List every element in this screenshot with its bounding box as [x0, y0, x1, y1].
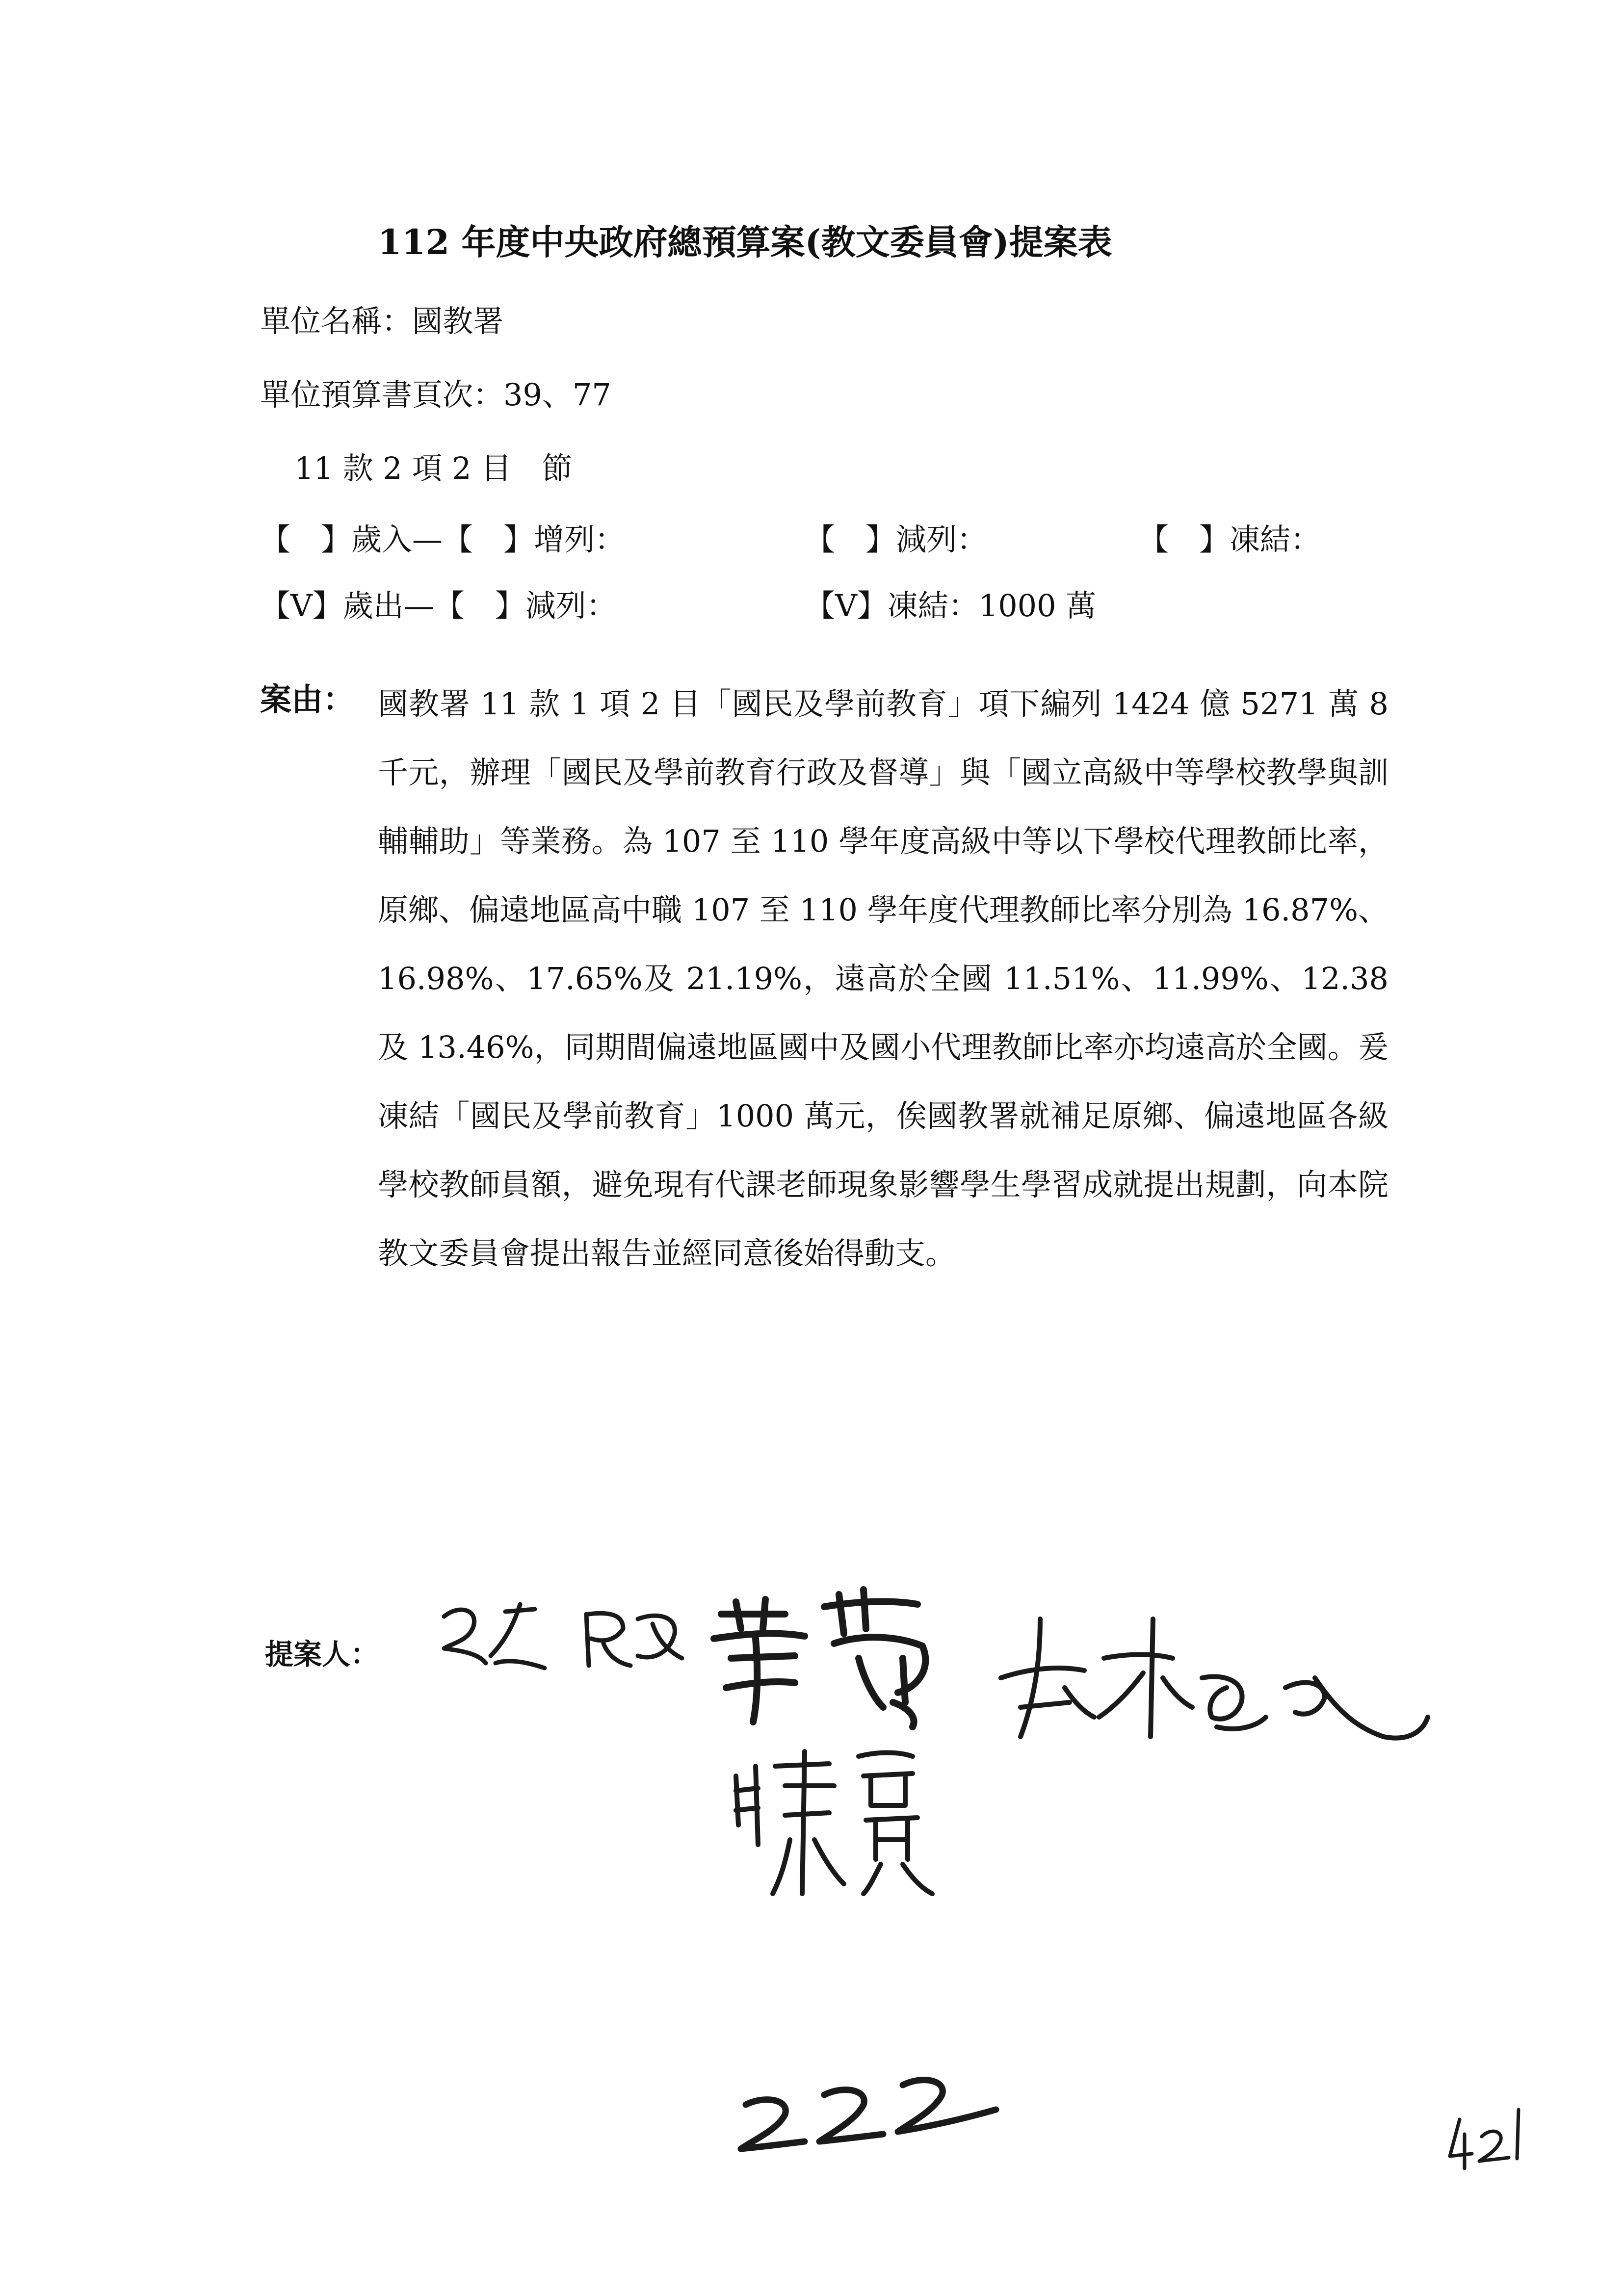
reason-text: 國教署 11 款 1 項 2 目「國民及學前教育」項下編列 1424 億 5271 萬 8 千元，辦理「國民及學前教育行政及督導」與「國立高級中等學校教學與訓輔輔助」等業務。為 107 至 110 學年度高級中等以下學校代理教師比率，原鄉、偏遠地區高中職 107 至 110 學年度代理教師比率分別為 16.87%、16.98%、17.65%及 21.19%，遠高於全國 11.51%、11.99%、12.38 及 13.46%，同期間偏遠地區國中及國小代理教師比率亦均遠高於全國。爰凍結「國民及學前教育」1000 萬元，俟國教署就補足原鄉、偏遠地區各級學校教師員額，避免現有代課老師現象影響學生學習成就提出規劃，向本院教文委員會提出報告並經同意後始得動支。: [378, 686, 1388, 1271]
reason-label: 案由：: [260, 681, 354, 718]
revenue-decrease-field: 【 】減列：: [805, 522, 988, 557]
revenue-increase-field: 【 】歲入—【 】增列：: [260, 522, 626, 557]
handwritten-corner-number: [1450, 2110, 1519, 2168]
budget-pages: 單位預算書頁次：39、77: [260, 377, 611, 413]
expense-decrease-field: 【V】歲出—【 】減列：: [260, 588, 617, 624]
expense-freeze-field: 【V】凍結：1000 萬: [805, 588, 1097, 624]
handwritten-page-number: [741, 2080, 996, 2149]
item-code: 11 款 2 項 2 目 節: [294, 450, 573, 486]
unit-name: 單位名稱：國教署: [260, 303, 504, 339]
revenue-freeze-field: 【 】凍結：: [1138, 522, 1321, 557]
handwritten-signature-1: [444, 1604, 545, 1668]
handwritten-signature-3: [714, 1590, 925, 1727]
proposer-label: 提案人：: [265, 1638, 379, 1671]
handwritten-signature-5: [736, 1751, 932, 1894]
handwritten-signature-4: [1001, 1619, 1428, 1738]
handwritten-signature-2: [586, 1613, 682, 1666]
document-title: 112 年度中央政府總預算案(教文委員會)提案表: [378, 222, 1112, 262]
